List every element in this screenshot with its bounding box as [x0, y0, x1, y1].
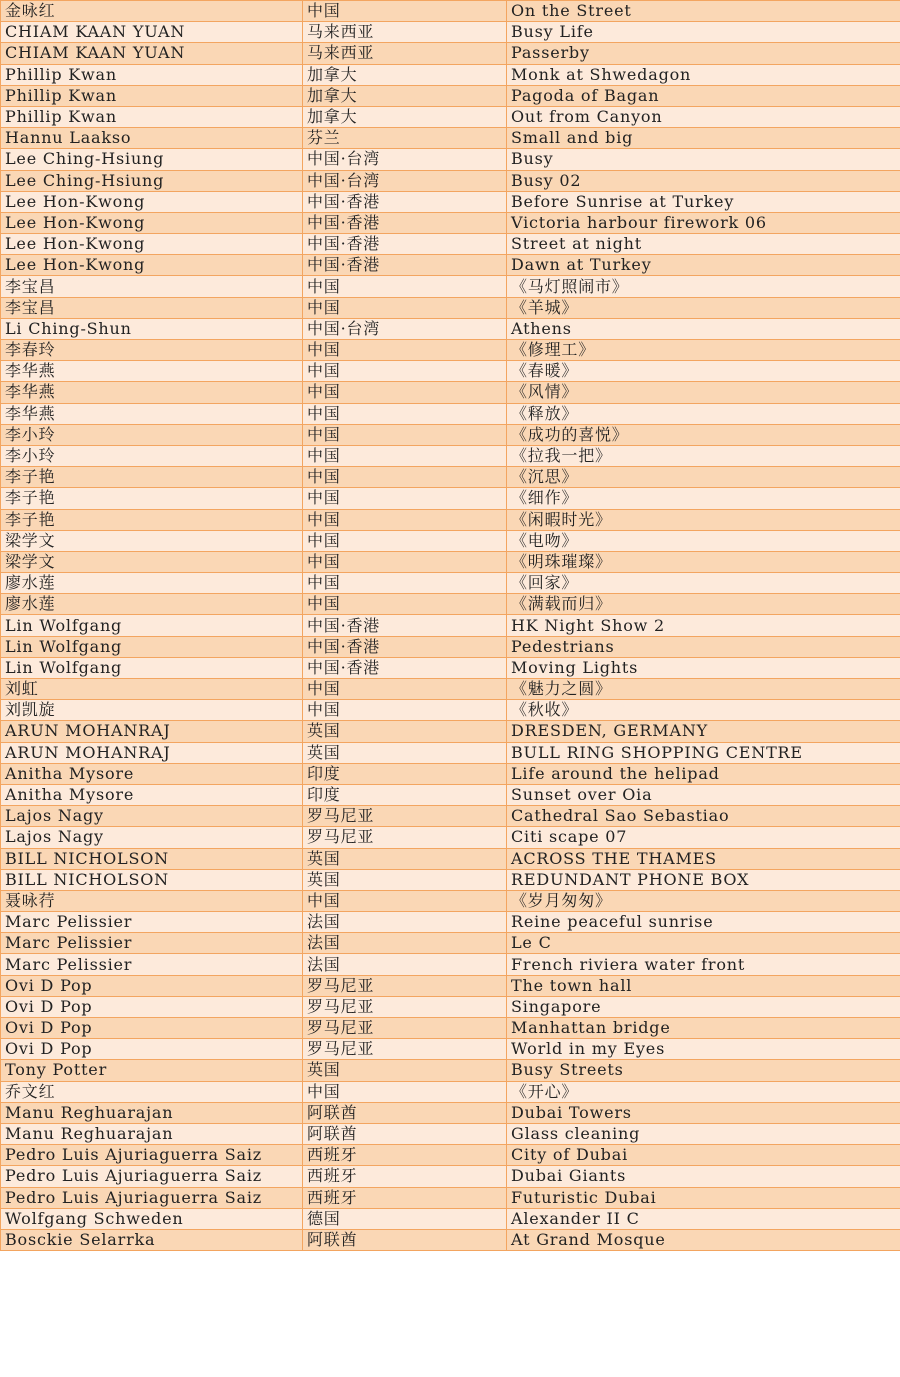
- table-row: [1, 679, 900, 700]
- table-row: [1, 43, 900, 64]
- author-name-cell: ARUN MOHANRAJ: [1, 742, 303, 763]
- work-title-cell: 《修理工》: [507, 340, 900, 361]
- work-title-cell: City of Dubai: [507, 1145, 900, 1166]
- work-title-cell: Busy Life: [507, 22, 900, 43]
- table-row: [1, 848, 900, 869]
- author-name-cell: Li Ching-Shun: [1, 318, 303, 339]
- work-title-cell: Cathedral Sao Sebastiao: [507, 806, 900, 827]
- country-region-cell: 中国: [303, 1, 507, 22]
- country-region-cell: 西班牙: [303, 1145, 507, 1166]
- author-name-cell: Phillip Kwan: [1, 64, 303, 85]
- author-name-cell: 廖水莲: [1, 573, 303, 594]
- author-name-cell: Marc Pelissier: [1, 912, 303, 933]
- author-name-cell: 聂咏荇: [1, 890, 303, 911]
- table-row: [1, 933, 900, 954]
- table-row: [1, 1123, 900, 1144]
- table-row: [1, 1166, 900, 1187]
- work-title-cell: Street at night: [507, 234, 900, 255]
- table-row: [1, 806, 900, 827]
- country-region-cell: 加拿大: [303, 106, 507, 127]
- work-title-cell: Before Sunrise at Turkey: [507, 191, 900, 212]
- table-row: [1, 1187, 900, 1208]
- author-name-cell: Tony Potter: [1, 1060, 303, 1081]
- work-title-cell: Busy 02: [507, 170, 900, 191]
- work-title-cell: French riviera water front: [507, 954, 900, 975]
- work-title-cell: Futuristic Dubai: [507, 1187, 900, 1208]
- work-title-cell: 《马灯照闹市》: [507, 276, 900, 297]
- author-name-cell: Pedro Luis Ajuriaguerra Saiz: [1, 1166, 303, 1187]
- author-name-cell: Phillip Kwan: [1, 106, 303, 127]
- work-title-cell: 《羊城》: [507, 297, 900, 318]
- author-name-cell: Lin Wolfgang: [1, 615, 303, 636]
- table-row: [1, 1081, 900, 1102]
- work-title-cell: Pagoda of Bagan: [507, 85, 900, 106]
- country-region-cell: 马来西亚: [303, 43, 507, 64]
- author-name-cell: Lee Hon-Kwong: [1, 234, 303, 255]
- table-row: [1, 975, 900, 996]
- table-row: [1, 1018, 900, 1039]
- country-region-cell: 西班牙: [303, 1166, 507, 1187]
- work-title-cell: The town hall: [507, 975, 900, 996]
- author-name-cell: Lee Hon-Kwong: [1, 212, 303, 233]
- country-region-cell: 英国: [303, 848, 507, 869]
- author-name-cell: 李子艳: [1, 509, 303, 530]
- work-title-cell: 《沉思》: [507, 467, 900, 488]
- table-row: [1, 721, 900, 742]
- author-name-cell: 金咏红: [1, 1, 303, 22]
- table-row: [1, 85, 900, 106]
- author-name-cell: 刘凯旋: [1, 700, 303, 721]
- table-row: [1, 636, 900, 657]
- author-name-cell: Hannu Laakso: [1, 128, 303, 149]
- table-row: [1, 700, 900, 721]
- work-title-cell: Manhattan bridge: [507, 1018, 900, 1039]
- table-row: [1, 1229, 900, 1250]
- table-row: [1, 255, 900, 276]
- author-name-cell: Manu Reghuarajan: [1, 1123, 303, 1144]
- work-title-cell: Small and big: [507, 128, 900, 149]
- work-title-cell: Monk at Shwedagon: [507, 64, 900, 85]
- work-title-cell: Passerby: [507, 43, 900, 64]
- work-title-cell: Dubai Giants: [507, 1166, 900, 1187]
- table-row: [1, 1060, 900, 1081]
- work-title-cell: Le C: [507, 933, 900, 954]
- country-region-cell: 中国: [303, 403, 507, 424]
- country-region-cell: 中国: [303, 488, 507, 509]
- country-region-cell: 中国: [303, 530, 507, 551]
- work-title-cell: BULL RING SHOPPING CENTRE: [507, 742, 900, 763]
- work-title-cell: Sunset over Oia: [507, 784, 900, 805]
- author-name-cell: Manu Reghuarajan: [1, 1102, 303, 1123]
- country-region-cell: 英国: [303, 1060, 507, 1081]
- table-row: [1, 1145, 900, 1166]
- author-name-cell: Lee Ching-Hsiung: [1, 170, 303, 191]
- work-title-cell: Singapore: [507, 996, 900, 1017]
- work-title-cell: Alexander II C: [507, 1208, 900, 1229]
- work-title-cell: 《满载而归》: [507, 594, 900, 615]
- author-name-cell: Anitha Mysore: [1, 763, 303, 784]
- work-title-cell: Citi scape 07: [507, 827, 900, 848]
- work-title-cell: HK Night Show 2: [507, 615, 900, 636]
- country-region-cell: 中国·香港: [303, 615, 507, 636]
- table-row: [1, 509, 900, 530]
- country-region-cell: 阿联酋: [303, 1229, 507, 1250]
- country-region-cell: 中国·香港: [303, 636, 507, 657]
- author-name-cell: Pedro Luis Ajuriaguerra Saiz: [1, 1145, 303, 1166]
- table-row: [1, 340, 900, 361]
- work-title-cell: Busy Streets: [507, 1060, 900, 1081]
- table-row: [1, 128, 900, 149]
- author-name-cell: Ovi D Pop: [1, 996, 303, 1017]
- work-title-cell: On the Street: [507, 1, 900, 22]
- country-region-cell: 罗马尼亚: [303, 827, 507, 848]
- table-row: [1, 912, 900, 933]
- table-row: [1, 488, 900, 509]
- country-region-cell: 中国: [303, 509, 507, 530]
- work-title-cell: Victoria harbour firework 06: [507, 212, 900, 233]
- work-title-cell: 《魅力之圆》: [507, 679, 900, 700]
- table-row: [1, 890, 900, 911]
- table-row: [1, 170, 900, 191]
- country-region-cell: 罗马尼亚: [303, 806, 507, 827]
- table-row: [1, 318, 900, 339]
- table-row: [1, 297, 900, 318]
- work-title-cell: At Grand Mosque: [507, 1229, 900, 1250]
- country-region-cell: 印度: [303, 763, 507, 784]
- table-row: [1, 149, 900, 170]
- table-row: [1, 1102, 900, 1123]
- country-region-cell: 中国: [303, 573, 507, 594]
- work-title-cell: Busy: [507, 149, 900, 170]
- table-row: [1, 530, 900, 551]
- author-name-cell: 李小玲: [1, 424, 303, 445]
- table-row: [1, 742, 900, 763]
- author-name-cell: Lajos Nagy: [1, 806, 303, 827]
- country-region-cell: 中国·台湾: [303, 318, 507, 339]
- country-region-cell: 加拿大: [303, 64, 507, 85]
- author-name-cell: 李华燕: [1, 382, 303, 403]
- work-title-cell: Dawn at Turkey: [507, 255, 900, 276]
- country-region-cell: 中国: [303, 700, 507, 721]
- table-row: [1, 467, 900, 488]
- author-name-cell: Ovi D Pop: [1, 1039, 303, 1060]
- country-region-cell: 中国: [303, 424, 507, 445]
- author-name-cell: Lee Hon-Kwong: [1, 191, 303, 212]
- country-region-cell: 中国·香港: [303, 657, 507, 678]
- table-row: [1, 424, 900, 445]
- work-title-cell: 《开心》: [507, 1081, 900, 1102]
- table-row: [1, 276, 900, 297]
- work-title-cell: 《释放》: [507, 403, 900, 424]
- table-row: [1, 869, 900, 890]
- table-row: [1, 212, 900, 233]
- work-title-cell: Life around the helipad: [507, 763, 900, 784]
- table-row: [1, 784, 900, 805]
- table-row: [1, 403, 900, 424]
- country-region-cell: 德国: [303, 1208, 507, 1229]
- country-region-cell: 罗马尼亚: [303, 1018, 507, 1039]
- author-name-cell: Ovi D Pop: [1, 975, 303, 996]
- table-row: [1, 361, 900, 382]
- country-region-cell: 中国: [303, 361, 507, 382]
- author-name-cell: Lin Wolfgang: [1, 657, 303, 678]
- country-region-cell: 马来西亚: [303, 22, 507, 43]
- work-title-cell: 《风情》: [507, 382, 900, 403]
- country-region-cell: 英国: [303, 721, 507, 742]
- country-region-cell: 中国·香港: [303, 234, 507, 255]
- work-title-cell: ACROSS THE THAMES: [507, 848, 900, 869]
- country-region-cell: 中国: [303, 340, 507, 361]
- author-name-cell: Lin Wolfgang: [1, 636, 303, 657]
- author-name-cell: 李小玲: [1, 445, 303, 466]
- author-name-cell: 刘虹: [1, 679, 303, 700]
- table-row: [1, 657, 900, 678]
- author-name-cell: 李子艳: [1, 467, 303, 488]
- author-name-cell: 李宝昌: [1, 297, 303, 318]
- work-title-cell: 《回家》: [507, 573, 900, 594]
- table-row: [1, 827, 900, 848]
- author-name-cell: CHIAM KAAN YUAN: [1, 22, 303, 43]
- author-name-cell: Marc Pelissier: [1, 954, 303, 975]
- table-row: [1, 64, 900, 85]
- table-row: [1, 594, 900, 615]
- country-region-cell: 中国·台湾: [303, 149, 507, 170]
- country-region-cell: 中国·台湾: [303, 170, 507, 191]
- country-region-cell: 罗马尼亚: [303, 975, 507, 996]
- country-region-cell: 阿联酋: [303, 1123, 507, 1144]
- work-title-cell: 《春暖》: [507, 361, 900, 382]
- author-name-cell: 梁学文: [1, 551, 303, 572]
- country-region-cell: 中国: [303, 890, 507, 911]
- author-name-cell: Lajos Nagy: [1, 827, 303, 848]
- entries-table-body: [1, 1, 900, 1251]
- author-name-cell: Wolfgang Schweden: [1, 1208, 303, 1229]
- country-region-cell: 中国: [303, 382, 507, 403]
- author-name-cell: Phillip Kwan: [1, 85, 303, 106]
- country-region-cell: 英国: [303, 742, 507, 763]
- work-title-cell: 《电吻》: [507, 530, 900, 551]
- table-row: [1, 234, 900, 255]
- table-row: [1, 106, 900, 127]
- country-region-cell: 法国: [303, 954, 507, 975]
- author-name-cell: 李华燕: [1, 361, 303, 382]
- table-row: [1, 551, 900, 572]
- work-title-cell: Pedestrians: [507, 636, 900, 657]
- author-name-cell: Ovi D Pop: [1, 1018, 303, 1039]
- work-title-cell: 《秋收》: [507, 700, 900, 721]
- author-name-cell: CHIAM KAAN YUAN: [1, 43, 303, 64]
- country-region-cell: 芬兰: [303, 128, 507, 149]
- author-name-cell: 梁学文: [1, 530, 303, 551]
- author-name-cell: 廖水莲: [1, 594, 303, 615]
- table-row: [1, 996, 900, 1017]
- country-region-cell: 加拿大: [303, 85, 507, 106]
- country-region-cell: 罗马尼亚: [303, 1039, 507, 1060]
- author-name-cell: Lee Ching-Hsiung: [1, 149, 303, 170]
- work-title-cell: Out from Canyon: [507, 106, 900, 127]
- country-region-cell: 中国: [303, 276, 507, 297]
- work-title-cell: DRESDEN, GERMANY: [507, 721, 900, 742]
- work-title-cell: Dubai Towers: [507, 1102, 900, 1123]
- work-title-cell: 《细作》: [507, 488, 900, 509]
- work-title-cell: Glass cleaning: [507, 1123, 900, 1144]
- table-row: [1, 954, 900, 975]
- work-title-cell: 《明珠璀璨》: [507, 551, 900, 572]
- author-name-cell: 李宝昌: [1, 276, 303, 297]
- table-row: [1, 763, 900, 784]
- author-name-cell: 乔文红: [1, 1081, 303, 1102]
- author-name-cell: Anitha Mysore: [1, 784, 303, 805]
- work-title-cell: Moving Lights: [507, 657, 900, 678]
- country-region-cell: 中国: [303, 1081, 507, 1102]
- work-title-cell: 《闲暇时光》: [507, 509, 900, 530]
- country-region-cell: 法国: [303, 912, 507, 933]
- table-row: [1, 1, 900, 22]
- author-name-cell: 李华燕: [1, 403, 303, 424]
- work-title-cell: 《岁月匆匆》: [507, 890, 900, 911]
- country-region-cell: 英国: [303, 869, 507, 890]
- work-title-cell: Athens: [507, 318, 900, 339]
- table-row: [1, 1039, 900, 1060]
- table-row: [1, 445, 900, 466]
- country-region-cell: 中国: [303, 297, 507, 318]
- table-row: [1, 573, 900, 594]
- country-region-cell: 罗马尼亚: [303, 996, 507, 1017]
- country-region-cell: 阿联酋: [303, 1102, 507, 1123]
- author-name-cell: Pedro Luis Ajuriaguerra Saiz: [1, 1187, 303, 1208]
- work-title-cell: World in my Eyes: [507, 1039, 900, 1060]
- table-row: [1, 191, 900, 212]
- author-name-cell: 李春玲: [1, 340, 303, 361]
- author-name-cell: ARUN MOHANRAJ: [1, 721, 303, 742]
- country-region-cell: 中国: [303, 467, 507, 488]
- work-title-cell: REDUNDANT PHONE BOX: [507, 869, 900, 890]
- country-region-cell: 中国: [303, 551, 507, 572]
- country-region-cell: 中国: [303, 679, 507, 700]
- work-title-cell: Reine peaceful sunrise: [507, 912, 900, 933]
- country-region-cell: 西班牙: [303, 1187, 507, 1208]
- table-row: [1, 382, 900, 403]
- country-region-cell: 中国·香港: [303, 212, 507, 233]
- author-name-cell: BILL NICHOLSON: [1, 848, 303, 869]
- author-name-cell: Lee Hon-Kwong: [1, 255, 303, 276]
- work-title-cell: 《拉我一把》: [507, 445, 900, 466]
- author-name-cell: 李子艳: [1, 488, 303, 509]
- country-region-cell: 印度: [303, 784, 507, 805]
- table-row: [1, 1208, 900, 1229]
- work-title-cell: 《成功的喜悦》: [507, 424, 900, 445]
- country-region-cell: 中国: [303, 445, 507, 466]
- country-region-cell: 中国·香港: [303, 191, 507, 212]
- table-row: [1, 22, 900, 43]
- country-region-cell: 法国: [303, 933, 507, 954]
- author-name-cell: Marc Pelissier: [1, 933, 303, 954]
- author-name-cell: BILL NICHOLSON: [1, 869, 303, 890]
- author-name-cell: Bosckie Selarrka: [1, 1229, 303, 1250]
- country-region-cell: 中国: [303, 594, 507, 615]
- table-row: [1, 615, 900, 636]
- country-region-cell: 中国·香港: [303, 255, 507, 276]
